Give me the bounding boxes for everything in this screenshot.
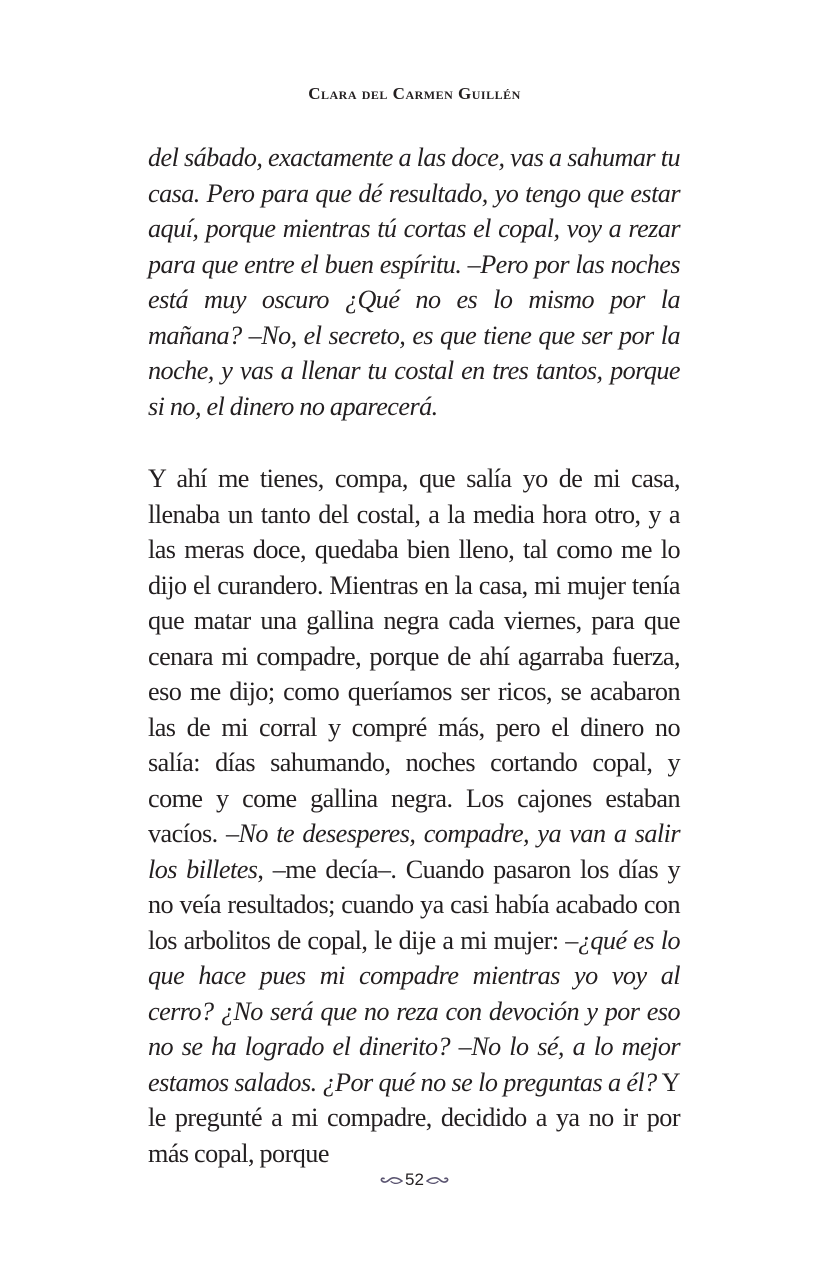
paragraph-2-text	[148, 461, 680, 1171]
running-title: Clara del Carmen Guillén	[308, 84, 521, 103]
page-footer	[0, 1170, 829, 1190]
paragraph-2-run-2: –No te desesperes, compadre, ya van a salir los billetes	[148, 819, 680, 884]
paragraph-2-run-4: –¿qué es lo que hace pues mi compadre mientras yo voy al cerro? ¿No será que no reza con devoción y por eso no se ha logrado el dinerito? –No lo sé, a lo mejor estamos salados. ¿Por qué no se lo preguntas a él?	[148, 925, 680, 1097]
paragraph-2-run-1: Y ahí me tienes, compa, que salía yo de mi casa, llenaba un tanto del costal, a la media hora otro, y a las meras doce, quedaba bien lleno, tal como me lo dijo el curandero. Mientras en la casa, mi mujer tenía que matar una gallina negra cada viernes, para que cenara mi compadre, porque de ahí agarraba fuerza, eso me dijo; como queríamos ser ricos, se acabaron las de mi corral y compré más, pero el dinero no salía: días sahumando, noches cortando copal, y come y come gallina negra. Los cajones estaban vacíos.	[148, 464, 680, 848]
paragraph-2	[148, 461, 680, 1171]
paragraph-1	[148, 140, 680, 424]
page-number: 52	[405, 1170, 424, 1189]
right-flourish-icon	[426, 1174, 450, 1186]
paragraph-2-run-5: Y le pregunté a mi compadre, decidido a ya no ir por más copal, porque	[148, 1067, 681, 1168]
paragraph-1-text: del sábado, exactamente a las doce, vas a sahumar tu casa. Pero para que dé resultado, yo tengo que estar aquí, porque mientras tú cortas el copal, voy a rezar para que entre el buen espíritu. –Pero por las noches está muy oscuro ¿Qué no es lo mismo por la mañana? –No, el secreto, es que tiene que ser por la noche, y vas a llenar tu costal en tres tantos, porque si no, el dinero no aparecerá.	[148, 143, 680, 421]
left-flourish-icon	[379, 1174, 403, 1186]
paragraph-2-run-3: , –me decía–. Cuando pasaron los días y no veía resultados; cuando ya casi había acabado con los arbolitos de copal, le dije a mi mujer:	[148, 854, 680, 955]
